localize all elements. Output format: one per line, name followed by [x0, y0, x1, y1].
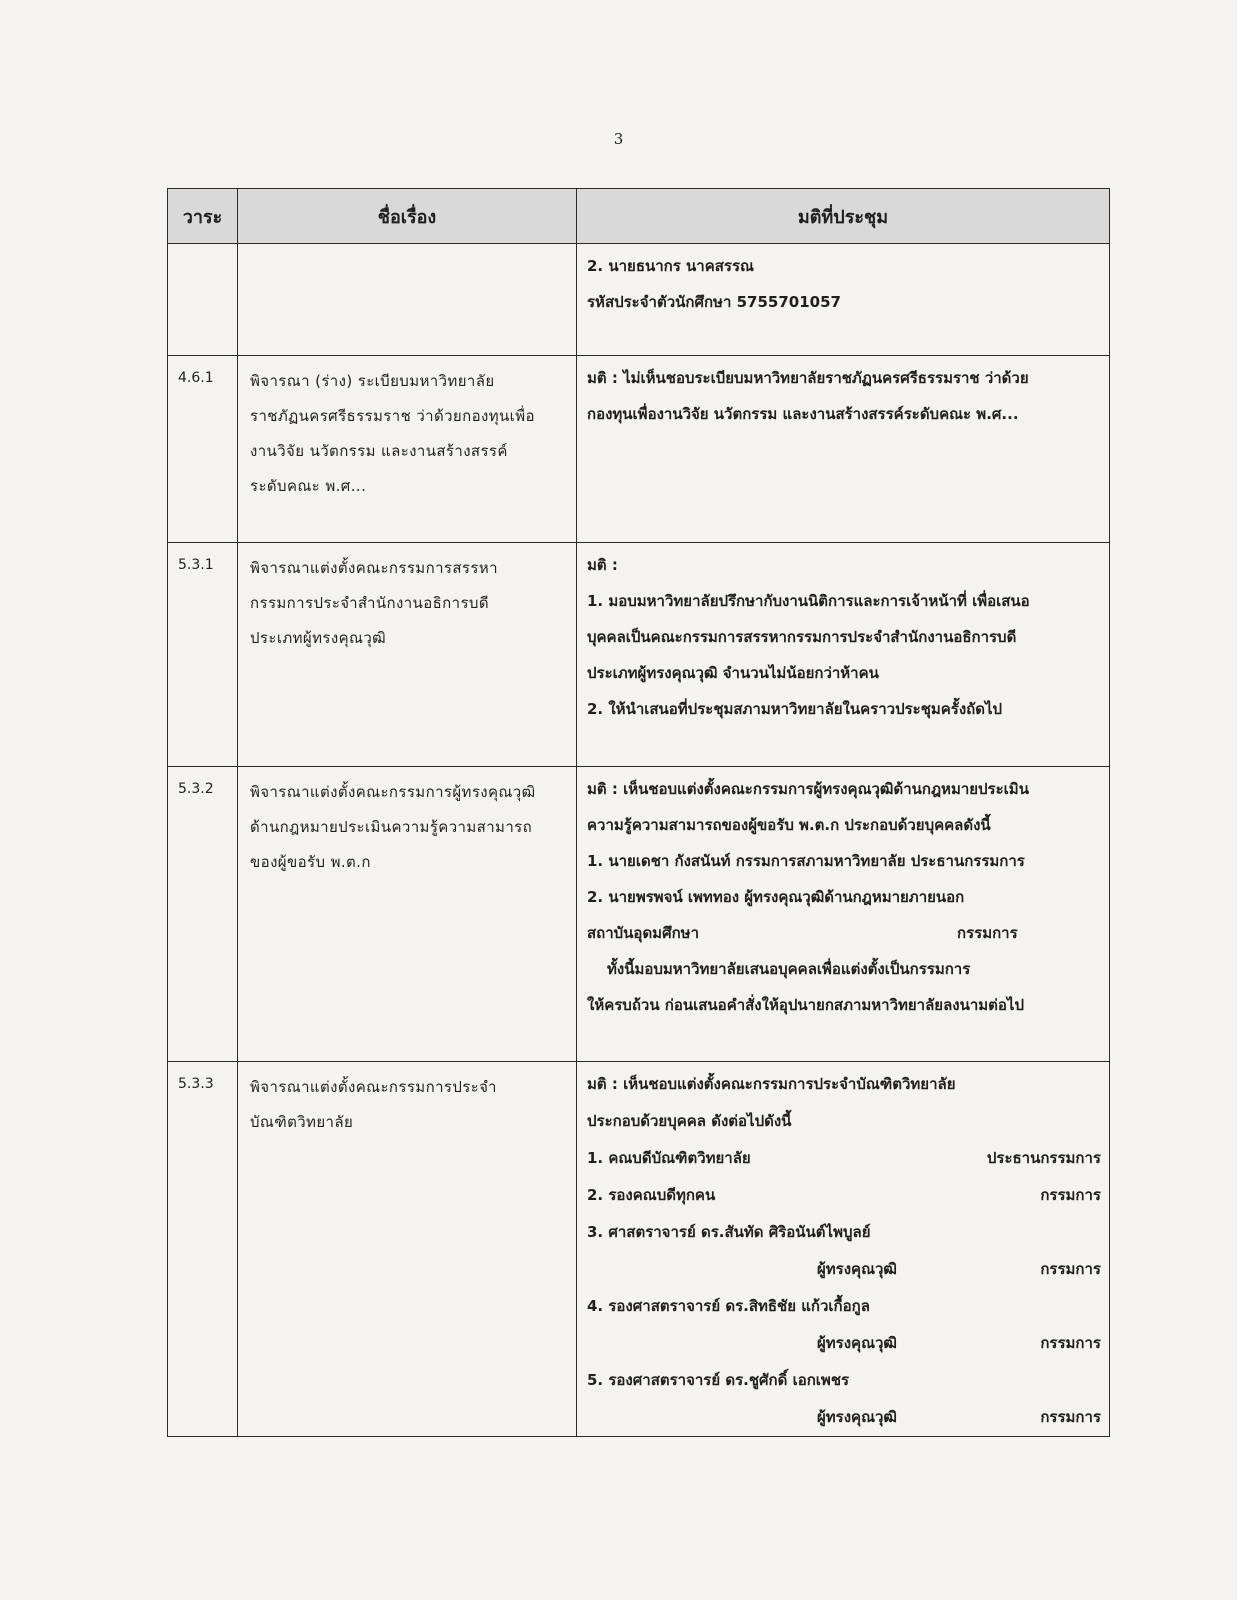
table-row: [168, 767, 1110, 1062]
agenda-resolution: [577, 767, 1110, 1062]
member-line: [587, 1140, 1101, 1177]
topic-line: พิจารณา (ร่าง) ระเบียบมหาวิทยาลัย: [250, 372, 495, 390]
agenda-topic: [238, 356, 577, 543]
header-resolution: มติที่ประชุม: [577, 189, 1110, 244]
expert-qual-line: [587, 1251, 1101, 1288]
expert-name: 4. รองศาสตราจารย์ ดร.สิทธิชัย แก้วเกื้อกูล: [587, 1297, 870, 1315]
agenda-topic: [238, 244, 577, 356]
resolution-line: มติ : ไม่เห็นชอบระเบียบมหาวิทยาลัยราชภัฏนครศรีธรรมราช ว่าด้วย: [587, 369, 1029, 387]
header-topic: ชื่อเรื่อง: [238, 189, 577, 244]
expert-qualification: ผู้ทรงคุณวุฒิ: [817, 1334, 897, 1352]
page-number: 3: [613, 130, 624, 148]
topic-line: ราชภัฏนครศรีธรรมราช ว่าด้วยกองทุนเพื่อ: [250, 407, 535, 425]
note-line: ให้ครบถ้วน ก่อนเสนอคำสั่งให้อุปนายกสภามหาวิทยาลัยลงนามต่อไป: [587, 996, 1024, 1014]
resolution-line: 1. มอบมหาวิทยาลัยปรึกษากับงานนิติการและการเจ้าหน้าที่ เพื่อเสนอ: [587, 592, 1030, 610]
resolution-line: 2. ให้นำเสนอที่ประชุมสภามหาวิทยาลัยในคราวประชุมครั้งถัดไป: [587, 700, 1003, 718]
expert-role: กรรมการ: [1040, 1260, 1101, 1278]
resolution-line: มติ :: [587, 556, 618, 574]
expert-name: 5. รองศาสตราจารย์ ดร.ชูศักดิ์ เอกเพชร: [587, 1371, 850, 1389]
member-name: 2. รองคณบดีทุกคน: [587, 1186, 716, 1204]
resolution-line: มติ : เห็นชอบแต่งตั้งคณะกรรมการประจำบัณฑิตวิทยาลัย: [587, 1075, 956, 1093]
topic-line: พิจารณาแต่งตั้งคณะกรรมการสรรหา: [250, 559, 498, 577]
topic-line: บัณฑิตวิทยาลัย: [250, 1113, 354, 1131]
expert-qual-line: [587, 1399, 1101, 1436]
topic-line: ประเภทผู้ทรงคุณวุฒิ: [250, 629, 387, 647]
topic-line: พิจารณาแต่งตั้งคณะกรรมการประจำ: [250, 1078, 497, 1096]
resolution-line: กองทุนเพื่องานวิจัย นวัตกรรม และงานสร้างสรรค์ระดับคณะ พ.ศ...: [587, 405, 1019, 423]
agenda-number: 5.3.2: [168, 767, 238, 1062]
minutes-table: [167, 188, 1110, 1437]
table-row: [168, 244, 1110, 356]
resolution-line: รหัสประจำตัวนักศึกษา 5755701057: [587, 293, 841, 311]
expert-qualification: ผู้ทรงคุณวุฒิ: [817, 1260, 897, 1278]
topic-line: ของผู้ขอรับ พ.ต.ก: [250, 853, 371, 871]
resolution-line: 1. นายเดชา กังสนันท์ กรรมการสภามหาวิทยาลัย ประธานกรรมการ: [587, 852, 1025, 870]
agenda-topic: [238, 543, 577, 767]
resolution-line: มติ : เห็นชอบแต่งตั้งคณะกรรมการผู้ทรงคุณวุฒิด้านกฎหมายประเมิน: [587, 780, 1029, 798]
agenda-topic: [238, 767, 577, 1062]
resolution-line: บุคคลเป็นคณะกรรมการสรรหากรรมการประจำสำนักงานอธิการบดี: [587, 628, 1017, 646]
agenda-number: [168, 244, 238, 356]
member-line: [587, 1177, 1101, 1214]
topic-line: พิจารณาแต่งตั้งคณะกรรมการผู้ทรงคุณวุฒิ: [250, 783, 536, 801]
topic-line: ระดับคณะ พ.ศ...: [250, 477, 367, 495]
table-row: [168, 543, 1110, 767]
note-line: ทั้งนี้มอบมหาวิทยาลัยเสนอบุคคลเพื่อแต่งตั้งเป็นกรรมการ: [607, 960, 971, 978]
resolution-line: ความรู้ความสามารถของผู้ขอรับ พ.ต.ก ประกอบด้วยบุคคลดังนี้: [587, 816, 991, 834]
expert-name: 3. ศาสตราจารย์ ดร.สันทัด ศิริอนันต์ไพบูลย์: [587, 1223, 871, 1241]
institution-name: สถาบันอุดมศึกษา: [587, 924, 699, 942]
expert-qualification: ผู้ทรงคุณวุฒิ: [817, 1408, 897, 1426]
member-role: กรรมการ: [1040, 1186, 1101, 1204]
agenda-number: 5.3.1: [168, 543, 238, 767]
resolution-line: ประเภทผู้ทรงคุณวุฒิ จำนวนไม่น้อยกว่าห้าคน: [587, 664, 879, 682]
resolution-line: 2. นายธนากร นาคสรรณ: [587, 257, 754, 275]
resolution-line: ประกอบด้วยบุคคล ดังต่อไปดังนี้: [587, 1112, 792, 1130]
agenda-resolution: [577, 1062, 1110, 1437]
agenda-resolution: [577, 244, 1110, 356]
institution-role: กรรมการ: [957, 924, 1018, 942]
agenda-number: 5.3.3: [168, 1062, 238, 1437]
header-agenda: วาระ: [168, 189, 238, 244]
agenda-resolution: [577, 543, 1110, 767]
member-role: ประธานกรรมการ: [986, 1149, 1101, 1167]
resolution-line: 2. นายพรพจน์ เพททอง ผู้ทรงคุณวุฒิด้านกฎหมายภายนอก: [587, 888, 965, 906]
expert-qual-line: [587, 1325, 1101, 1362]
topic-line: กรรมการประจำสำนักงานอธิการบดี: [250, 594, 489, 612]
table-header-row: [168, 189, 1110, 244]
agenda-number: 4.6.1: [168, 356, 238, 543]
topic-line: ด้านกฎหมายประเมินความรู้ความสามารถ: [250, 818, 533, 836]
expert-role: กรรมการ: [1040, 1408, 1101, 1426]
member-name: 1. คณบดีบัณฑิตวิทยาลัย: [587, 1149, 751, 1167]
expert-role: กรรมการ: [1040, 1334, 1101, 1352]
table-row: [168, 1062, 1110, 1437]
agenda-resolution: [577, 356, 1110, 543]
agenda-topic: [238, 1062, 577, 1437]
table-row: [168, 356, 1110, 543]
institution-line: [587, 915, 1101, 951]
topic-line: งานวิจัย นวัตกรรม และงานสร้างสรรค์: [250, 442, 508, 460]
